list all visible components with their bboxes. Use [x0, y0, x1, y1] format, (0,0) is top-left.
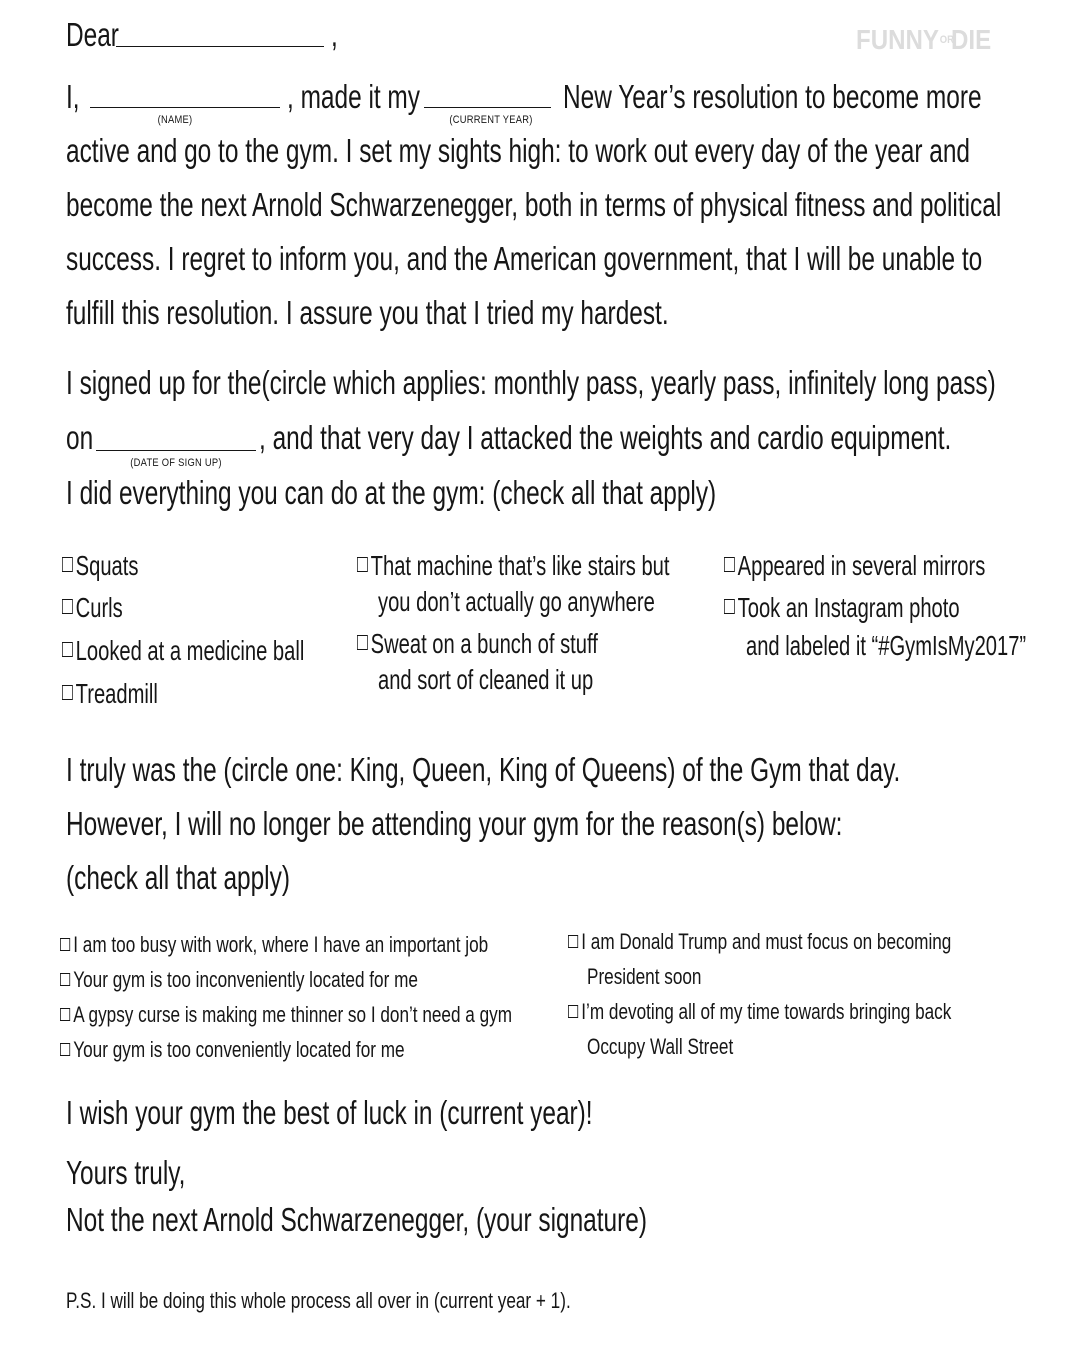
checkbox-icon[interactable]: [724, 557, 735, 572]
para2-line-1-text: I signed up for the(circle which applies: monthly pass, yearly pass, infinitely long pass): [66, 364, 996, 401]
para3-line-3: [66, 851, 369, 905]
para2-line-1: [66, 356, 1080, 410]
para1-line-2: [66, 178, 1080, 232]
reason-label: I’m devoting all of my time towards bringing back: [581, 999, 952, 1024]
activity-instagram-line2: [746, 628, 1080, 664]
para1-line-1-text: active and go to the gym. I set my sights high: to work out every day of the year and: [66, 132, 971, 169]
para1-line-1: [66, 124, 1080, 178]
closing-wish: [66, 1086, 778, 1140]
reason-busy[interactable]: [60, 928, 609, 962]
reason-label: Your gym is too inconveniently located for me: [73, 967, 418, 992]
activity-mirrors[interactable]: [724, 548, 1080, 584]
reason-label-cont: Occupy Wall Street: [587, 1034, 734, 1059]
recipient-blank[interactable]: [116, 46, 324, 47]
para3-line-1: [66, 743, 1080, 797]
checkbox-icon[interactable]: [60, 1043, 70, 1056]
reason-occupy[interactable]: [568, 995, 1059, 1029]
reason-label: I am Donald Trump and must focus on becoming: [581, 929, 952, 954]
postscript-text: P.S. I will be doing this whole process all over in (current year + 1).: [66, 1288, 571, 1313]
para1-mid: [287, 70, 467, 124]
checkbox-icon[interactable]: [60, 973, 70, 986]
reason-label: I am too busy with work, where I have an important job: [73, 932, 489, 957]
para1-mid-text: , made it my: [287, 78, 420, 115]
name-sublabel: (NAME): [157, 114, 193, 126]
logo-or: OR: [939, 33, 954, 46]
reason-occupy-line2: [587, 1030, 774, 1064]
checkbox-icon[interactable]: [357, 635, 368, 650]
para1-lead-text: I,: [66, 78, 80, 115]
activity-label-cont: you don’t actually go anywhere: [378, 586, 655, 617]
para2-line-2-text: , and that very day I attacked the weights and cardio equipment.: [259, 419, 952, 456]
activity-curls[interactable]: [62, 590, 146, 626]
activity-label: Treadmill: [75, 678, 158, 709]
checkbox-icon[interactable]: [60, 938, 70, 951]
activity-label: Appeared in several mirrors: [737, 550, 986, 581]
closing-yours: [66, 1146, 227, 1200]
activity-label: Took an Instagram photo: [737, 592, 960, 623]
para3-line-2: [66, 797, 1080, 851]
name-blank[interactable]: [90, 107, 280, 108]
para2-line-3: [66, 466, 945, 520]
para1-line-3-text: success. I regret to inform you, and the American government, that I will be unable to: [66, 240, 983, 277]
para3-line-2-text: However, I will no longer be attending your gym for the reason(s) below:: [66, 805, 843, 842]
para1-tail-text: New Year’s resolution to become more: [563, 78, 982, 115]
activity-label: Sweat on a bunch of stuff: [370, 628, 598, 659]
reason-convenient[interactable]: [60, 1033, 502, 1067]
closing-wish-text: I wish your gym the best of luck in (current year)!: [66, 1094, 593, 1131]
para1-line-4-text: fulfill this resolution. I assure you that I tried my hardest.: [66, 294, 669, 331]
reason-label-cont: President soon: [587, 964, 702, 989]
salutation: [66, 8, 138, 62]
signup-date-sublabel: (DATE OF SIGN UP): [130, 457, 222, 469]
para3-line-1-text: I truly was the (circle one: King, Queen, King of Queens) of the Gym that day.: [66, 751, 901, 788]
checkbox-icon[interactable]: [62, 685, 73, 700]
activity-label: Looked at a medicine ball: [75, 635, 305, 666]
para2-on: [66, 411, 103, 465]
activity-label-cont: and labeled it “#GymIsMy2017”: [746, 630, 1027, 661]
checkbox-icon[interactable]: [60, 1008, 70, 1021]
salutation-comma: ,: [331, 16, 338, 53]
checkbox-icon[interactable]: [62, 599, 73, 614]
activity-treadmill[interactable]: [62, 676, 195, 712]
logo-die: DIE: [950, 24, 992, 55]
para2-line-3-text: I did everything you can do at the gym: (check all that apply): [66, 474, 717, 511]
para1-tail: [563, 70, 1080, 124]
para1-line-2-text: become the next Arnold Schwarzenegger, both in terms of physical fitness and political: [66, 186, 1002, 223]
activity-label: That machine that’s like stairs but: [370, 550, 670, 581]
reason-trump[interactable]: [568, 925, 1059, 959]
activity-instagram[interactable]: [724, 590, 1051, 626]
reason-gypsy-curse[interactable]: [60, 998, 640, 1032]
reason-inconvenient[interactable]: [60, 963, 519, 997]
salutation-comma-wrap: [331, 8, 340, 62]
checkbox-icon[interactable]: [724, 599, 735, 614]
funny-or-die-logo: [856, 24, 991, 56]
para3-line-3-text: (check all that apply): [66, 859, 290, 896]
activity-label: Curls: [75, 592, 123, 623]
year-sublabel: (CURRENT YEAR): [449, 114, 533, 126]
checkbox-icon[interactable]: [62, 557, 73, 572]
activity-label-cont: and sort of cleaned it up: [378, 664, 594, 695]
activity-sweat-line2: [378, 662, 677, 698]
checkbox-icon[interactable]: [568, 935, 578, 948]
postscript: [66, 1286, 713, 1316]
activity-sweat[interactable]: [357, 626, 691, 662]
checkbox-icon[interactable]: [568, 1005, 578, 1018]
para2-line-2: [259, 411, 1080, 465]
closing-signature: [66, 1193, 851, 1247]
activity-medicine-ball[interactable]: [62, 633, 399, 669]
closing-signature-text: Not the next Arnold Schwarzenegger, (your signature): [66, 1201, 647, 1238]
reason-label: A gypsy curse is making me thinner so I don’t need a gym: [73, 1002, 513, 1027]
reason-trump-line2: [587, 960, 734, 994]
para1-line-4: [66, 286, 880, 340]
para1-line-3: [66, 232, 1080, 286]
dear-text: Dear: [66, 16, 119, 53]
closing-yours-text: Yours truly,: [66, 1154, 186, 1191]
activity-stair-machine-line2: [378, 584, 762, 620]
checkbox-icon[interactable]: [62, 642, 73, 657]
reason-label: Your gym is too conveniently located for me: [73, 1037, 405, 1062]
signup-date-blank[interactable]: [96, 450, 256, 451]
activity-squats[interactable]: [62, 548, 168, 584]
para2-on-text: on: [66, 419, 94, 456]
para1-lead: [66, 70, 84, 124]
checkbox-icon[interactable]: [357, 557, 368, 572]
activity-label: Squats: [75, 550, 139, 581]
year-blank[interactable]: [424, 107, 551, 108]
logo-funny: FUNNY: [856, 24, 939, 55]
